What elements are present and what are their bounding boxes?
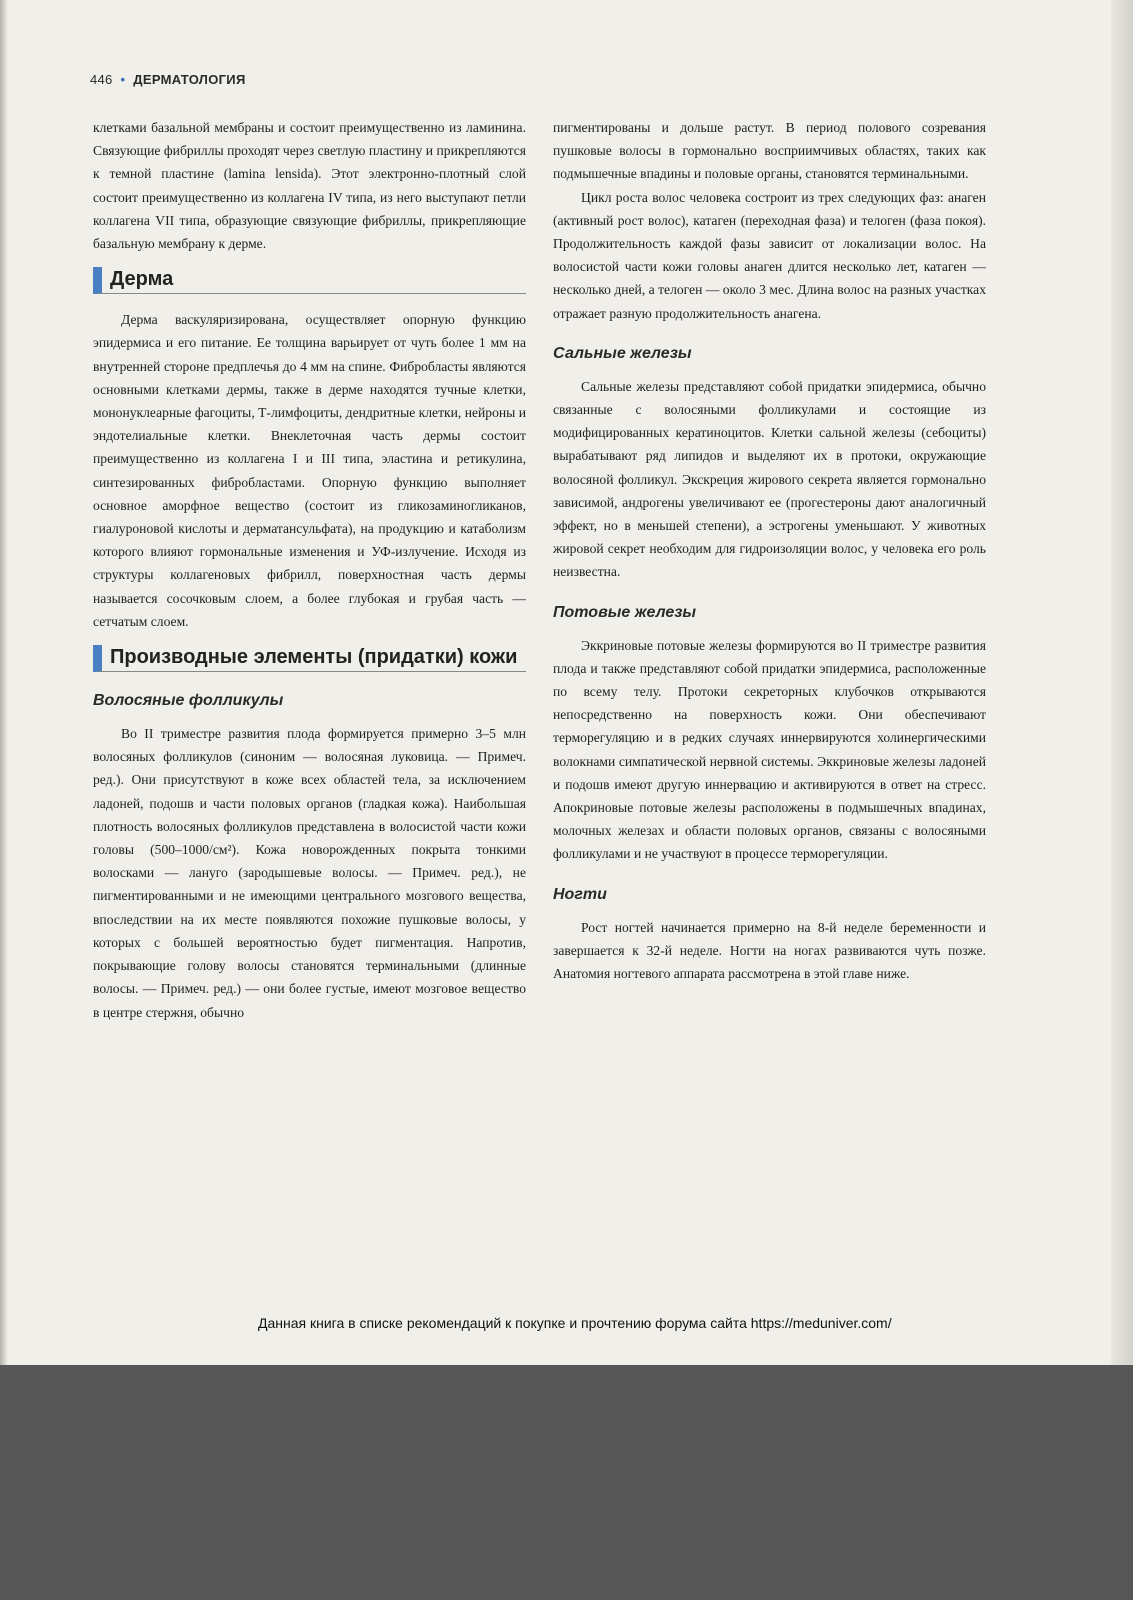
paragraph: Эккриновые потовые железы формируются во II триместре развития плода и также представляют собой придатки эпидермиса, расположенные по всему телу. Протоки секреторных клубочков открываются непосредственно на поверхность кожи. Они обеспечивают терморегуляцию и в редких случаях иннервируются холинергическими волокнами симпатической нервной системы. Эккриновые железы ладоней и подошв имеют другую иннервацию и активируются в ответ на стресс. Апокриновые потовые железы расположены в подмышечных впадинах, молочных железах и области половых органов, связаны с волосяными фолликулами и не участвуют в процессе терморегуляции. xyxy=(553,637,986,862)
subsection-heading-follicles: Волосяные фолликулы xyxy=(93,692,284,710)
footer-note: Данная книга в списке рекомендаций к покупке и прочтению форума сайта https://meduniver.com/ xyxy=(258,1315,892,1331)
subsection-heading-sebaceous: Сальные железы xyxy=(553,344,692,362)
header-separator: • xyxy=(120,72,126,87)
paragraph: Дерма васкуляризирована, осуществляет опорную функцию эпидермиса и его питание. Ее толщина варьирует от чуть более 1 мм на внутренней стороне предплечья до 4 мм на спине. Фибробласты являются основными клетками дермы, также в дерме находятся тучные клетки, мононуклеарные фагоциты, Т-лимфоциты, дендритные клетки, нейроны и эндотелиальные клетки. Внеклеточная часть дермы состоит преимущественно из коллагена I и III типа, эластина и ретикулина, синтезированных фибробластами. Опорную функцию выполняет основное аморфное вещество (состоит из гликозаминогликанов, гиалуроновой кислоты и дерматансульфата), на продукцию и катаболизм которого влияют гормональные изменения и УФ-излучение. Исходя из структуры коллагеновых фибрилл, поверхностная часть дермы называется сосочковым слоем, а более глубокая и грубая часть — сетчатым слоем. xyxy=(93,312,526,629)
page-number: 446 xyxy=(90,72,113,87)
chapter-title: ДЕРМАТОЛОГИЯ xyxy=(133,72,246,87)
paragraph: Рост ногтей начинается примерно на 8-й неделе беременности и завершается к 32-й неделе. Ногти на ногах развиваются чуть позже. Анатомия ногтевого аппарата рассмотрена в этой главе ниже. xyxy=(553,919,986,982)
paragraph: Сальные железы представляют собой придатки эпидермиса, обычно связанные с волосяными фолликулами и состоящие из модифицированных кератиноцитов. Клетки сальной железы (себоциты) вырабатывают ряд липидов и выделяют их в протоки, окружающие волосяной фолликул. Экскреция жирового секрета является гормонально зависимой, андрогены увеличивают ее (прогестероны дают аналогичный эффект, но в меньшей степени), а эстрогены уменьшают. У животных жировой секрет необходим для гидроизоляции волос, у человека его роль неизвестна. xyxy=(553,378,986,580)
paragraph: Во II триместре развития плода формируется примерно 3–5 млн волосяных фолликулов (синоним — волосяная луковица. — Примеч. ред.). Они присутствуют в коже всех областей тела, за исключением ладоней, подошв и части половых органов (гладкая кожа). Наибольшая плотность волосяных фолликулов представлена в волосистой части кожи головы (500–1000/см²). Кожа новорожденных покрыта тонкими волосками — лануго (зародышевые волосы. — Примеч. ред.), не пигментированными и не имеющими центрального мозгового вещества, впоследствии на их месте появляются похожие пушковые волосы, у которых с большей вероятностью будет пигментация. Напротив, покрывающие голову волосы становятся терминальными (длинные волосы. — Примеч. ред.) — они более густые, имеют мозговое вещество в центре стержня, обычно xyxy=(93,726,526,1020)
scan-background xyxy=(0,1365,1133,1600)
section-heading-derma: Дерма xyxy=(93,267,526,294)
section-heading-appendages: Производные элементы (придатки) кожи xyxy=(93,645,526,672)
running-header xyxy=(90,72,246,87)
page-binding-shadow xyxy=(0,0,8,1365)
paragraph: клетками базальной мембраны и состоит преимущественно из ламинина. Связующие фибриллы проходят через светлую пластину и прикрепляются к темной пластине (lamina lensida). Этот электронно-плотный слой состоит преимущественно из коллагена IV типа, из него выступают петли коллагена VII типа, образующие связующие фибриллы, прикрепляющие базальную мембрану к дерме. xyxy=(93,120,526,252)
right-column xyxy=(553,116,986,985)
page-edge xyxy=(1111,0,1133,1365)
subsection-heading-sweat: Потовые железы xyxy=(553,603,697,621)
left-column xyxy=(93,116,526,1024)
paragraph: Цикл роста волос человека состроит из трех следующих фаз: анаген (активный рост волос), катаген (переходная фаза) и телоген (фаза покоя). Продолжительность каждой фазы зависит от локализации волос. На волосистой части кожи головы анаген длится несколько лет, катаген — несколько дней, а телоген — около 3 мес. Длина волос на разных участках отражает разную продолжительность анагена. xyxy=(553,189,986,321)
subsection-heading-nails: Ногти xyxy=(553,885,607,903)
paragraph: пигментированы и дольше растут. В период полового созревания пушковые волосы в гормонально восприимчивых областях, таких как подмышечные впадины и половые органы, становятся терминальными. xyxy=(553,120,986,182)
